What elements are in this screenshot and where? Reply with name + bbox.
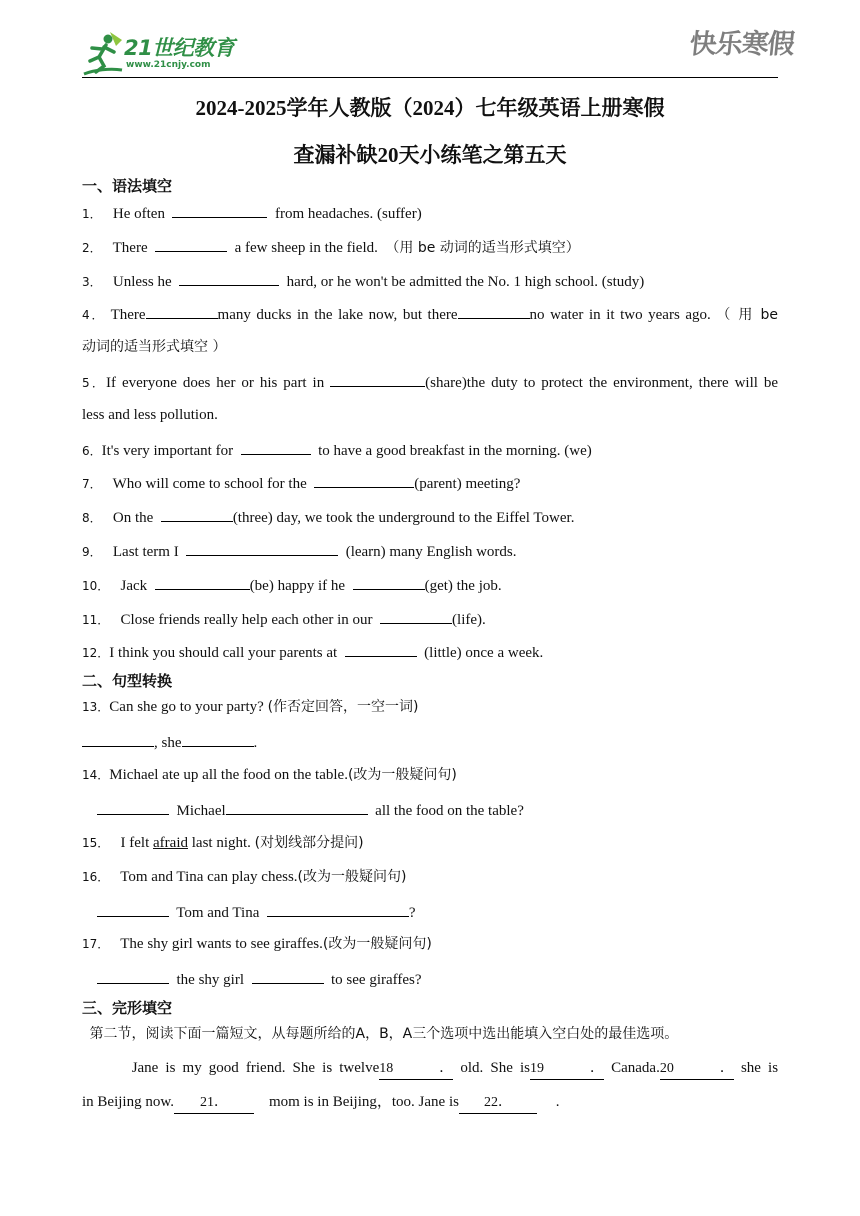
- section-heading-sentence-transform: 二、句型转换: [82, 672, 173, 690]
- question-16: 16． Tom and Tina can play chess.(改为一般疑问句): [82, 869, 407, 885]
- answer-blank[interactable]: [226, 799, 368, 815]
- section-heading-cloze: 三、完形填空: [82, 999, 173, 1017]
- question-7: 7． Who will come to school for the (parent) meeting?: [82, 472, 778, 494]
- question-3: 3． Unless he hard, or he won't be admitted the No. 1 high school. (study): [82, 270, 778, 292]
- answer-blank[interactable]: [330, 371, 425, 387]
- answer-blank[interactable]: [458, 303, 530, 319]
- question-17: 17． The shy girl wants to see giraffes.(改为一般疑问句): [82, 936, 432, 952]
- logo-text: 21世纪教育: [124, 36, 235, 60]
- answer-blank[interactable]: [182, 731, 254, 747]
- logo-url: www.21cnjy.com: [126, 60, 211, 70]
- question-4: 4． There many ducks in the lake now, but there no water in it two years ago. （ 用 be: [82, 303, 778, 325]
- question-13-answer: , she .: [82, 731, 778, 753]
- question-15: 15． I felt afraid last night. (对划线部分提问): [82, 835, 364, 851]
- cloze-passage-line-1: Jane is my good friend. She is twelve18． old. She is19． Canada.20． she is: [82, 1058, 778, 1080]
- answer-blank[interactable]: [179, 270, 279, 286]
- answer-blank[interactable]: [353, 574, 425, 590]
- running-man-icon: [80, 30, 124, 76]
- question-11: 11． Close friends really help each other in our (life).: [82, 608, 778, 630]
- answer-blank[interactable]: [380, 608, 452, 624]
- question-13: 13．Can she go to your party? (作否定回答，一空一词): [82, 699, 419, 715]
- answer-blank[interactable]: [252, 968, 324, 984]
- question-16-answer: Tom and Tina ?: [82, 901, 778, 923]
- cloze-passage-line-2: in Beijing now. 21． mom is in Beijing，too. Jane is 22． .: [82, 1092, 778, 1114]
- question-1: 1． He often from headaches. (suffer): [82, 202, 778, 224]
- question-14: 14．Michael ate up all the food on the table.(改为一般疑问句): [82, 767, 457, 783]
- answer-blank[interactable]: [172, 202, 267, 218]
- cloze-blank-20[interactable]: 20．: [660, 1059, 734, 1080]
- question-5: 5．If everyone does her or his part in (share)the duty to protect the environment, there will be: [82, 371, 778, 393]
- answer-blank[interactable]: [267, 901, 409, 917]
- page-title: 2024-2025学年人教版（2024）七年级英语上册寒假: [195, 96, 665, 120]
- question-17-answer: the shy girl to see giraffes?: [82, 968, 778, 990]
- question-9: 9． Last term I (learn) many English words.: [82, 540, 778, 562]
- answer-blank[interactable]: [161, 506, 233, 522]
- logo: [80, 30, 240, 78]
- underlined-word: afraid: [153, 835, 188, 851]
- answer-blank[interactable]: [82, 731, 154, 747]
- page-header: [0, 0, 860, 82]
- question-6: 6．It's very important for to have a good breakfast in the morning. (we): [82, 439, 778, 461]
- question-5-continued: less and less pollution.: [82, 407, 218, 423]
- brand-mark: 快乐寒假: [688, 29, 796, 60]
- cloze-blank-18[interactable]: 18．: [379, 1059, 453, 1080]
- question-14-answer: Michael all the food on the table?: [82, 799, 778, 821]
- answer-blank[interactable]: [155, 236, 227, 252]
- answer-blank[interactable]: [241, 439, 311, 455]
- answer-blank[interactable]: [186, 540, 338, 556]
- answer-blank[interactable]: [314, 472, 414, 488]
- question-2: 2． There a few sheep in the field. （用 be 动词的适当形式填空）: [82, 236, 778, 258]
- question-10: 10． Jack (be) happy if he (get) the job.: [82, 574, 778, 596]
- header-rule: [82, 77, 778, 78]
- cloze-blank-22[interactable]: 22．: [459, 1093, 537, 1114]
- answer-blank[interactable]: [345, 641, 417, 657]
- answer-blank[interactable]: [97, 901, 169, 917]
- page-subtitle: 查漏补缺20天小练笔之第五天: [293, 143, 567, 167]
- answer-blank[interactable]: [97, 968, 169, 984]
- cloze-blank-19[interactable]: 19．: [530, 1059, 604, 1080]
- question-4-continued: 动词的适当形式填空 ）: [82, 339, 227, 355]
- section-heading-grammar: 一、语法填空: [82, 177, 173, 195]
- answer-blank[interactable]: [155, 574, 250, 590]
- cloze-blank-21[interactable]: 21．: [174, 1093, 254, 1114]
- question-8: 8． On the (three) day, we took the underground to the Eiffel Tower.: [82, 506, 778, 528]
- answer-blank[interactable]: [97, 799, 169, 815]
- answer-blank[interactable]: [146, 303, 218, 319]
- cloze-intro: 第二节，阅读下面一篇短文，从每题所给的A，B，A三个选项中选出能填入空白处的最佳选项。: [89, 1026, 679, 1042]
- question-12: 12．I think you should call your parents at (little) once a week.: [82, 641, 778, 663]
